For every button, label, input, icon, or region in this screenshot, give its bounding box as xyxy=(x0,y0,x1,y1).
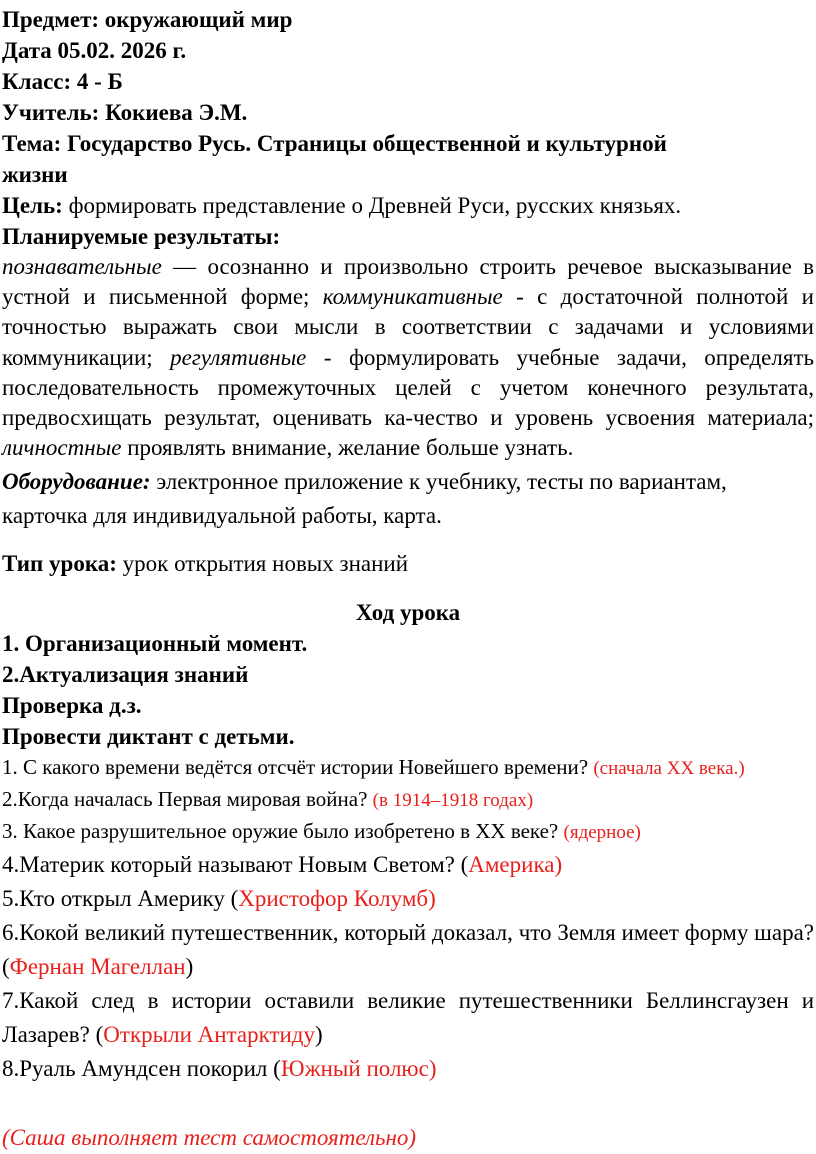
question-6 xyxy=(0,916,816,984)
regulative-label: регулятивные xyxy=(170,344,307,370)
lesson-type-text: урок открытия новых знаний xyxy=(116,551,409,577)
question-7 xyxy=(0,984,816,1052)
results-paragraph xyxy=(0,252,816,463)
question-text: 5.Кто открыл Америку ( xyxy=(2,886,239,912)
goal-text: формировать представление о Древней Руси, русских князьях. xyxy=(62,193,682,218)
answer-text: (ядерное) xyxy=(563,822,641,844)
personal-label: личностные xyxy=(2,435,122,461)
dictation-heading: Провести диктант с детьми. xyxy=(2,724,295,750)
answer-text: Христофор Колумб) xyxy=(238,886,436,912)
topic-line-2: жизни xyxy=(2,162,68,187)
date-line: Дата 05.02. 2026 г. xyxy=(2,38,187,63)
question-text: 3. Какое разрушительное оружие было изобретено в XX веке? xyxy=(2,819,564,844)
equipment-label: Оборудование: xyxy=(2,469,151,495)
question-text: 4.Материк который называют Новым Светом? ( xyxy=(2,852,469,878)
equipment-text-1: электронное приложение к учебнику, тесты по вариантам, xyxy=(150,469,727,495)
question-text: 2.Когда началась Первая мировая война? xyxy=(2,787,373,812)
results-heading: Планируемые результаты: xyxy=(2,224,281,249)
answer-text: Открыли Антарктиду xyxy=(103,1022,316,1048)
question-5 xyxy=(0,881,816,916)
question-tail: ) xyxy=(315,1022,323,1048)
question-4 xyxy=(0,848,816,881)
answer-text: (сначала XX века.) xyxy=(593,758,745,780)
answer-text: Фернан Магеллан xyxy=(9,954,186,980)
question-text: 8.Руаль Амундсен покорил ( xyxy=(2,1056,281,1082)
answer-text: Америка) xyxy=(468,852,563,878)
teacher-line: Учитель: Кокиева Э.М. xyxy=(2,100,248,125)
cognitive-text: — осознанно и произвольно строить речевое высказывание в устной и письменной форме; xyxy=(2,254,814,310)
goal-label: Цель: xyxy=(2,193,63,218)
question-8 xyxy=(0,1052,816,1086)
question-tail: ) xyxy=(185,954,194,980)
question-2 xyxy=(0,784,816,816)
cognitive-label: познавательные xyxy=(2,254,162,279)
question-text: 1. С какого времени ведётся отсчёт истории Новейшего времени? xyxy=(2,755,594,780)
step-2: 2.Актуализация знаний xyxy=(2,662,249,688)
topic-line-1: Тема: Государство Русь. Страницы общественной и культурной xyxy=(2,131,667,156)
personal-text: проявлять внимание, желание больше узнать. xyxy=(121,435,574,461)
equipment-line-1 xyxy=(0,465,816,498)
goal-paragraph xyxy=(0,190,816,221)
regulative-text: - формулировать учебные задачи, определять последовательность промежуточных целей с учетом конечного результата, предвосхищать результат, оценивать ка-чество и уровень усвоения материала; xyxy=(2,344,814,431)
step-1: 1. Организационный момент. xyxy=(2,631,308,657)
communicative-label: коммуникативные xyxy=(322,284,503,310)
question-1 xyxy=(0,752,816,784)
course-title: Ход урока xyxy=(355,600,461,626)
lesson-type-line xyxy=(0,548,816,579)
answer-text: (в 1914–1918 годах) xyxy=(372,790,534,812)
class-line: Класс: 4 - Б xyxy=(2,69,123,94)
question-text: 7.Какой след в истории оставили великие путешественники Беллинсгаузен и Лазарев? ( xyxy=(2,988,814,1048)
answer-text: Южный полюс) xyxy=(280,1056,437,1082)
question-3 xyxy=(0,816,816,848)
student-note: (Саша выполняет тест самостоятельно) xyxy=(2,1125,417,1151)
homework-check: Проверка д.з. xyxy=(2,693,142,719)
communicative-text: - с достаточной полнотой и точностью выражать свои мысли в соответствии с задачами и условиями коммуникации; xyxy=(2,284,814,370)
equipment-line-2: карточка для индивидуальной работы, карта. xyxy=(2,503,442,529)
subject-line: Предмет: окружающий мир xyxy=(2,7,293,32)
question-text: 6.Кокой великий путешественник, который доказал, что Земля имеет форму шара? ( xyxy=(2,920,814,980)
lesson-type-label: Тип урока: xyxy=(2,551,117,577)
